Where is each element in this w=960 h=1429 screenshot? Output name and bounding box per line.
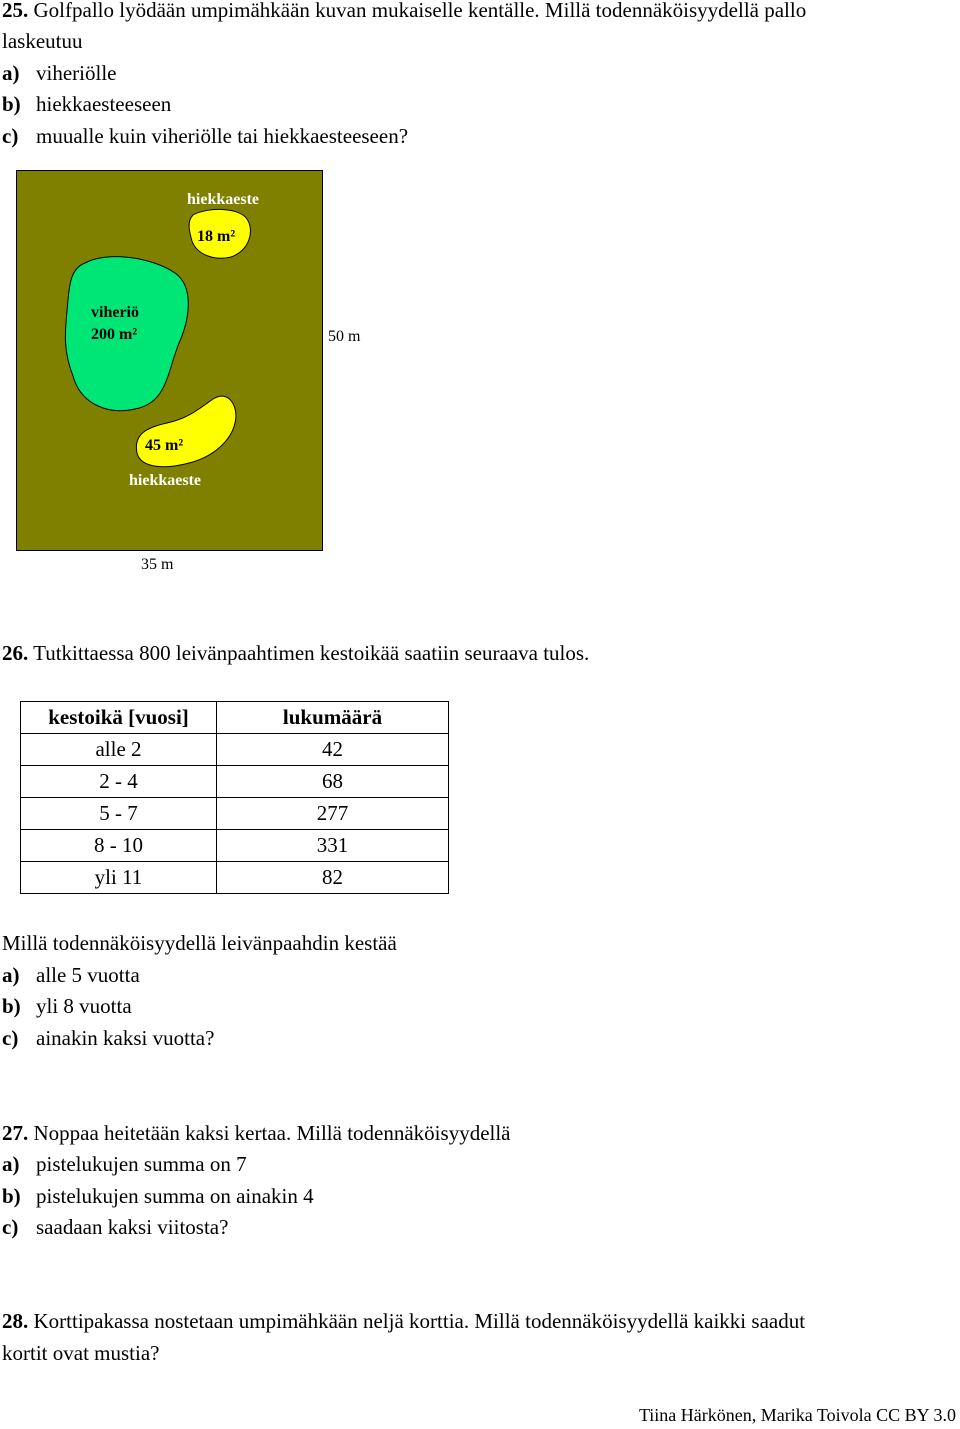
table-cell: 82 — [217, 862, 449, 894]
q25-text1: Golfpallo lyödään umpimähkään kuvan mukaiselle kentälle. Millä todennäköisyydellä pallo — [33, 0, 807, 22]
table-row — [21, 766, 449, 798]
q28-line1 — [2, 1309, 805, 1333]
q25-option-b: b) hiekkaesteeseen — [2, 92, 172, 116]
q25-number: 25. — [2, 0, 29, 22]
table-header-count: lukumäärä — [217, 702, 449, 734]
q27-option-c: c) saadaan kaksi viitosta? — [2, 1215, 229, 1239]
q28-text2: kortit ovat mustia? — [2, 1341, 160, 1365]
q26-text: Tutkittaessa 800 leivänpaahtimen kestoikää saatiin seuraava tulos. — [33, 641, 590, 665]
q26-option-c: c) ainakin kaksi vuotta? — [2, 1026, 215, 1050]
table-cell: 68 — [217, 766, 449, 798]
course-shapes — [17, 171, 322, 550]
width-dimension-label: 35 m — [141, 556, 174, 573]
q26-option-a: a) alle 5 vuotta — [2, 963, 140, 987]
q27-number: 27. — [2, 1121, 29, 1145]
sand-top-area: 18 m² — [197, 228, 236, 245]
lifetime-table — [20, 701, 449, 894]
table-cell: 42 — [217, 734, 449, 766]
q28-text1: Korttipakassa nostetaan umpimähkään neljä korttia. Millä todennäköisyydellä kaikki saadut — [33, 1309, 806, 1333]
table-row — [21, 862, 449, 894]
table-cell: 5 - 7 — [21, 798, 217, 830]
q26-line1 — [2, 641, 589, 665]
q25-text2: laskeutuu — [2, 29, 83, 53]
q27-text: Noppaa heitetään kaksi kertaa. Millä todennäköisyydellä — [33, 1121, 511, 1145]
sand-bottom-title: hiekkaeste — [129, 472, 201, 489]
table-header-lifetime: kestoikä [vuosi] — [21, 702, 217, 734]
sand-trap-bottom — [136, 396, 236, 467]
sand-top-title: hiekkaeste — [187, 191, 259, 208]
table-row — [21, 830, 449, 862]
table-cell: alle 2 — [21, 734, 217, 766]
green-title: viheriö — [91, 304, 139, 321]
q25-line1 — [2, 0, 806, 22]
table-cell: 277 — [217, 798, 449, 830]
table-cell: yli 11 — [21, 862, 217, 894]
q26-number: 26. — [2, 641, 29, 665]
q27-option-a: a) pistelukujen summa on 7 — [2, 1152, 247, 1176]
table-cell: 8 - 10 — [21, 830, 217, 862]
golf-course-figure — [16, 170, 323, 551]
q26-option-b: b) yli 8 vuotta — [2, 994, 132, 1018]
q25-option-a: a) viheriölle — [2, 61, 117, 85]
table-row — [21, 734, 449, 766]
table-row — [21, 798, 449, 830]
sand-bottom-area: 45 m² — [145, 437, 184, 454]
green-area: 200 m² — [91, 326, 138, 343]
table-header-row — [21, 702, 449, 734]
q26-question: Millä todennäköisyydellä leivänpaahdin kestää — [2, 931, 397, 955]
q27-option-b: b) pistelukujen summa on ainakin 4 — [2, 1184, 314, 1208]
q25-option-c: c) muualle kuin viheriölle tai hiekkaesteeseen? — [2, 124, 409, 148]
q27-line1 — [2, 1121, 511, 1145]
table-cell: 2 - 4 — [21, 766, 217, 798]
credit-line: Tiina Härkönen, Marika Toivola CC BY 3.0 — [638, 1405, 956, 1425]
height-dimension-label: 50 m — [328, 328, 361, 345]
q28-number: 28. — [2, 1309, 29, 1333]
table-cell: 331 — [217, 830, 449, 862]
